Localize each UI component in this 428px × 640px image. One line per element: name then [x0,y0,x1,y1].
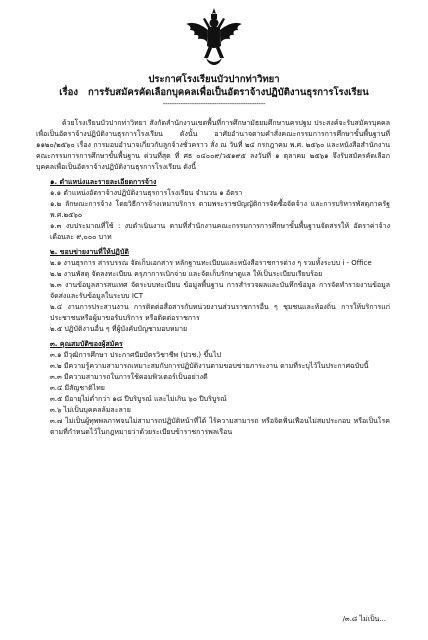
section-heading-3: ๓. คุณสมบัติของผู้สมัคร [50,340,123,348]
separator-line: ---------------------------------------------- [162,100,266,108]
list-item: ๒.๑ งานธุรการ สารบรรณ จัดเก็บเอกสาร หลักฐานทะเบียนและหนังสือราชการต่าง ๆ รวมทั้งระบบ i - Office [50,259,372,267]
list-item: ๓.๕ มีอายุไม่ต่ำกว่า ๑๘ ปีบริบูรณ์ และไม่เกิน ๖๐ ปีบริบูรณ์ [50,395,227,403]
list-item: ๒.๔ งานการประสานงาน การติดต่อสื่อสารกับหน่วยงานส่วนราชการอื่น ๆ ชุมชนและท้องถิ่น การให้บริการแก่ประชาชนหรือผู้มาขอรับบริการ หรือติดต่อราชการ [50,303,390,322]
subject-text: การรับสมัครคัดเลือกบุคคลเพื่อเป็นอัตราจ้างปฏิบัติงานธุรการโรงเรียน [87,87,369,98]
list-item: ๓.๔ มีสัญชาติไทย [50,384,105,392]
section-heading-2: ๒. ขอบข่ายงานที่ให้ปฏิบัติ [50,248,129,256]
list-item: ๓.๒ มีความรู้ความสามารถเหมาะสมกับการปฏิบัติงานตามขอบข่ายภาระงาน ตามที่ระบุไว้ในประกาศฉบับนี้ [50,362,369,370]
document-subject [0,87,428,99]
list-item: ๓.๑ มีวุฒิการศึกษา ประกาศนียบัตรวิชาชีพ (ปวช.) ขึ้นไป [50,351,221,359]
page-continuation-note: /๓.๘ ไม่เป็น... [342,615,386,623]
subject-label: เรื่อง [59,87,78,98]
document-body [36,118,390,438]
list-item: ๒.๒ งานพัสดุ จัดลงทะเบียน ครุภาการเบิกจ่าย และจัดเก็บรักษาดูแล ให้เป็นระเบียบเรียบร้อย [50,270,323,278]
list-item: ๓.๓ มีความสามารถในการใช้คอมพิวเตอร์เป็นอย่างดี [50,373,208,381]
list-item: ๓.๗ ไม่เป็นผู้ทุพพลภาพจนไม่สามารถปฏิบัติหน้าที่ได้ ไร้ความสามารถ หรือจิตฟั่นเฟือนไม่สมประกอบ หรือเป็นโรคตามที่กำหนดไว้ในกฎหมายว่าด้วยระเบียบข้าราชการพลเรือน [50,417,390,436]
list-item: ๒.๓ งานข้อมูลสารสนเทศ จัดระบบทะเบียน ข้อมูลพื้นฐาน การสำรวจผลและบันทึกข้อมูล การจัดทำรายงานข้อมูล จัดส่งและรับข้อมูลในระบบ ICT [50,281,390,300]
garuda-emblem-icon [184,6,244,68]
document-header [0,74,428,109]
list-item: ๑.๒ ลักษณะการจ้าง โดยวิธีการจ้างเหมาบริการ ตามพระราชบัญญัติการจัดซื้อจัดจ้าง และการบริหารพัสดุภาครัฐ พ.ศ.๒๕๖๐ [50,200,390,219]
section-heading-1: ๑. ตำแหน่งและรายละเอียดการจ้าง [50,178,157,186]
list-item: ๑.๓ งบประมาณที่ใช้ : งบดำเนินงาน ตามที่สำนักงานคณะกรรมการการศึกษาขั้นพื้นฐานจัดสรรให้ อัตราค่าจ้างเดือนละ ๙,๐๐๐ บาท [50,222,390,241]
list-item: ๑.๑ ตำแหน่งอัตราจ้างปฏิบัติงานธุรการโรงเรียน จำนวน ๑ อัตรา [50,189,243,197]
list-item: ๓.๖ ไม่เป็นบุคคลล้มละลาย [50,406,131,414]
list-item: ๒.๕ ปฏิบัติงานอื่น ๆ ที่ผู้บังคับบัญชามอบหมาย [50,325,188,333]
intro-paragraph: ด้วยโรงเรียนบัวปากท่าวิทยา สังกัดสำนักงานเขตพื้นที่การศึกษามัธยมศึกษานครปฐม ประสงค์จะรับสมัครบุคคลเพื่อเป็นอัตราจ้างปฏิบัติงานธุรการโรงเรียน ดังนั้น อาศัยอำนาจตามคำสั่งคณะกรรมการการศึกษาขั้นพื้นฐานที่ ๑๑๒๐/๒๕๖๐ เรื่อง การมอบอำนาจเกี่ยวกับลูกจ้างชั่วคราว สั่ง ณ วันที่ ๒๔ กรกฎาคม พ.ศ. ๒๕๖๐ และหนังสือสำนักงานคณะกรรมการการศึกษาขั้นพื้นฐาน ด่วนที่สุด ที่ ศธ ๐๔๐๐๙/ว๕๑๙๕ ลงวันที่ ๑ ตุลาคม ๒๕๖๑ จึงรับสมัครคัดเลือกบุคคลเพื่อเป็นอัตราจ้างปฏิบัติงานธุรการโรงเรียน ดังนี้ [36,119,390,171]
document-title: ประกาศโรงเรียนบัวปากท่าวิทยา [148,74,280,85]
